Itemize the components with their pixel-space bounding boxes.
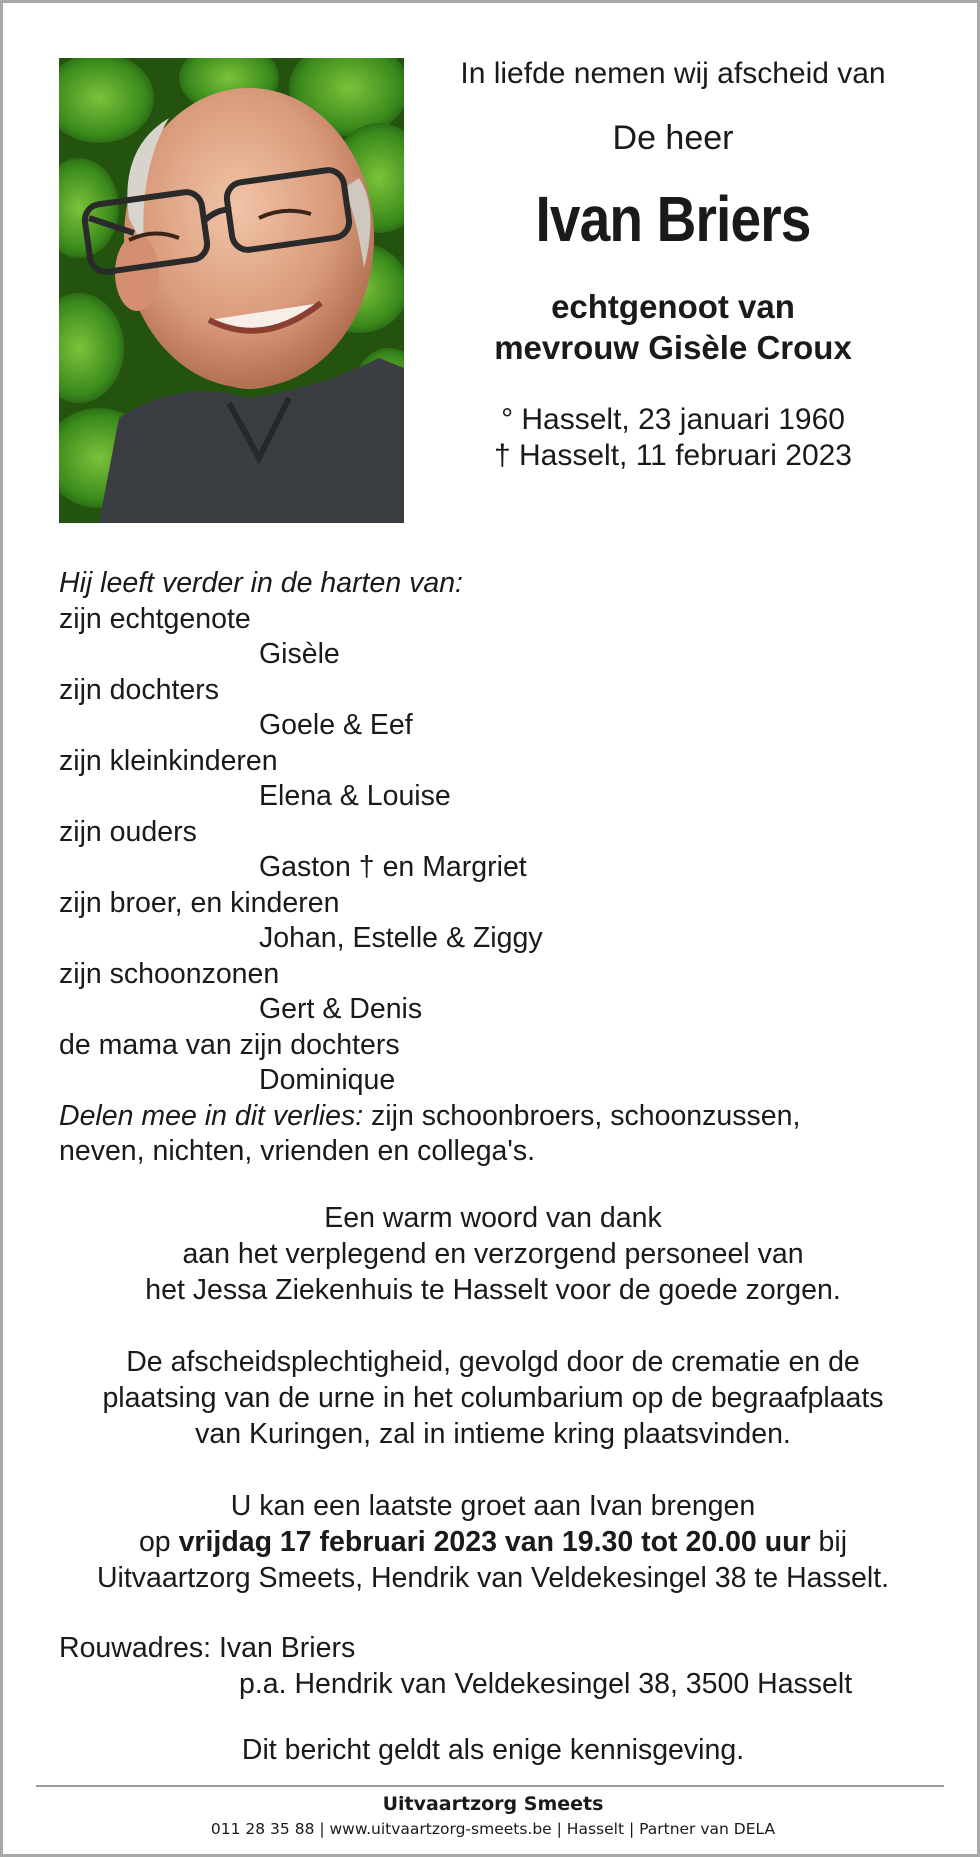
relation-label: de mama van zijn dochters	[59, 1028, 400, 1061]
relation-label: zijn broer, en kinderen	[59, 886, 340, 919]
relation-names: Goele & Eef	[259, 709, 413, 741]
share-line-2: neven, nichten, vrienden en collega's.	[59, 1135, 536, 1167]
family-intro: Hij leeft verder in de harten van:	[59, 567, 463, 599]
portrait-photo	[59, 58, 404, 523]
address-label: Rouwadres: Ivan Briers	[59, 1632, 356, 1664]
address-line: p.a. Hendrik van Veldekesingel 38, 3500 Hasselt	[239, 1668, 853, 1700]
header-block	[423, 51, 923, 474]
visit-line	[33, 1524, 953, 1560]
deceased-name: Ivan Briers	[535, 183, 811, 255]
share-line	[59, 1099, 939, 1135]
visit-block	[33, 1488, 953, 1596]
share-label: Delen mee in dit verlies:	[59, 1099, 364, 1132]
relation-label: zijn kleinkinderen	[59, 744, 278, 777]
birth-date: ° Hasselt, 23 januari 1960	[501, 403, 845, 436]
relation-label: zijn schoonzonen	[59, 957, 280, 990]
relation-names: Dominique	[259, 1064, 396, 1096]
relation-names: Gisèle	[259, 638, 340, 670]
family-list	[59, 566, 939, 1170]
relation-names: Gaston † en Margriet	[259, 851, 527, 883]
ceremony-block	[33, 1344, 953, 1452]
relation-names: Gert & Denis	[259, 993, 423, 1025]
footer-company: Uitvaartzorg Smeets	[382, 1793, 604, 1815]
life-dates	[423, 402, 923, 474]
visit-post: bij	[810, 1526, 848, 1558]
ceremony-line: De afscheidsplechtigheid, gevolgd door de crematie en de	[126, 1346, 860, 1378]
footer	[33, 1793, 953, 1838]
visit-line: Uitvaartzorg Smeets, Hendrik van Veldekesingel 38 te Hasselt.	[96, 1562, 890, 1594]
relation-label: zijn ouders	[59, 815, 197, 848]
visit-pre: op	[138, 1526, 179, 1558]
spouse-line-2: mevrouw Gisèle Croux	[494, 329, 852, 366]
death-date: † Hasselt, 11 februari 2023	[494, 439, 852, 472]
ceremony-line: plaatsing van de urne in het columbarium op de begraafplaats	[102, 1382, 884, 1414]
mourning-address	[59, 1630, 939, 1702]
spouse-info	[423, 286, 923, 368]
footer-divider	[36, 1785, 944, 1787]
footer-contact: 011 28 35 88 | www.uitvaartzorg-smeets.be | Hasselt | Partner van DELA	[210, 1820, 776, 1838]
relation-label: zijn echtgenote	[59, 602, 251, 635]
notice-text: Dit bericht geldt als enige kennisgeving.	[241, 1734, 745, 1766]
thanks-block	[33, 1200, 953, 1308]
relation-names: Elena & Louise	[259, 780, 451, 812]
share-text: zijn schoonbroers, schoonzussen,	[363, 1099, 801, 1132]
relation-label: zijn dochters	[59, 673, 219, 706]
portrait-image	[59, 58, 404, 523]
thanks-line: aan het verplegend en verzorgend personeel van	[182, 1238, 804, 1270]
title-prefix: De heer	[612, 119, 734, 157]
visit-datetime: vrijdag 17 februari 2023 van 19.30 tot 20.00 uur	[178, 1526, 811, 1558]
intro-text: In liefde nemen wij afscheid van	[460, 57, 886, 90]
thanks-line: Een warm woord van dank	[324, 1202, 662, 1234]
spouse-line-1: echtgenoot van	[551, 288, 795, 325]
thanks-line: het Jessa Ziekenhuis te Hasselt voor de goede zorgen.	[145, 1274, 841, 1306]
visit-line: U kan een laatste groet aan Ivan brengen	[230, 1490, 756, 1522]
ceremony-line: van Kuringen, zal in intieme kring plaatsvinden.	[195, 1418, 791, 1450]
relation-names: Johan, Estelle & Ziggy	[259, 922, 543, 954]
